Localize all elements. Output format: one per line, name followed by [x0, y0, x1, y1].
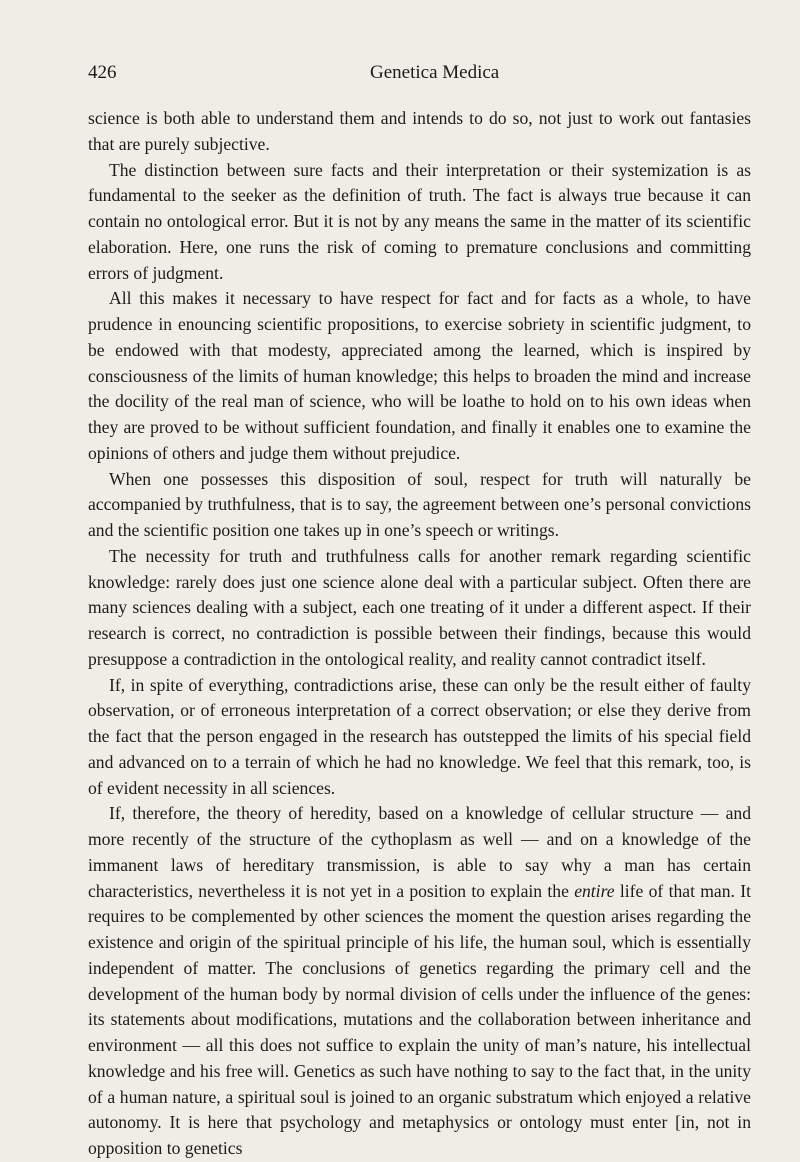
- paragraph: When one possesses this disposition of soul, respect for truth will naturally be accompanied by truthfulness, that is to say, the agreement between one’s personal convictions and the scientific position one takes up in one’s speech or writings.: [88, 468, 751, 540]
- paragraph-text-after-emphasis: life of that man. It requires to be complemented by other sciences the moment the question arises regarding the existence and origin of the spiritual principle of his life, the human soul, which is essentially independent of matter. The conclusions of genetics regarding the primary cell and the development of the human body by normal division of cells under the influence of the genes: its statements about modifications, mutations and the collaboration between inheritance and environment — all this does not suffice to explain the unity of man’s nature, his intellectual knowledge and his free will. Genetics as such have nothing to say to the fact that, in the unity of a human nature, a spiritual soul is joined to an organic substratum which enjoyed a relative autonomy. It is here that psychology and metaphysics or ontology must enter [in, not in opposition to genetics: [88, 880, 751, 1158]
- page-number: 426: [88, 62, 117, 83]
- emphasis-word: entire: [574, 880, 615, 901]
- page-header: [88, 58, 712, 88]
- paragraph: [88, 801, 751, 1162]
- body-text: [88, 106, 751, 1162]
- paragraph: science is both able to understand them and intends to do so, not just to work out fantasies that are purely subjective.: [88, 108, 751, 154]
- paragraph-text-before-emphasis: If, therefore, the theory of heredity, based on a knowledge of cellular structure — and more recently of the structure of the cythoplasm as well — and on a knowledge of the immanent laws of hereditary transmission, is able to say why a man has certain characteristics, nevertheless it is not yet in a position to explain the: [88, 803, 751, 901]
- paragraph: The necessity for truth and truthfulness calls for another remark regarding scientific knowledge: rarely does just one science alone deal with a particular subject. Often there are many sciences dealing with a subject, each one treating of it under a different aspect. If their research is correct, no contradiction is possible between their findings, because this would presuppose a contradiction in the ontological reality, and reality cannot contradict itself.: [88, 545, 751, 669]
- paragraph: If, in spite of everything, contradictions arise, these can only be the result either of faulty observation, or of erroneous interpretation of a correct observation; or else they derive from the fact that the person engaged in the research has outstepped the limits of his special field and advanced on to a terrain of which he had no knowledge. We feel that this remark, too, is of evident necessity in all sciences.: [88, 674, 751, 798]
- paragraph: All this makes it necessary to have respect for fact and for facts as a whole, to have prudence in enouncing scientific propositions, to exercise sobriety in scientific judgment, to be endowed with that modesty, appreciated among the learned, which is inspired by consciousness of the limits of human knowledge; this helps to broaden the mind and increase the docility of the real man of science, who will be loathe to hold on to his own ideas when they are proved to be without sufficient foundation, and finally it enables one to examine the opinions of others and judge them without prejudice.: [88, 288, 751, 463]
- running-title: Genetica Medica: [370, 62, 500, 83]
- paragraph: The distinction between sure facts and their interpretation or their systemization is as fundamental to the seeker as the definition of truth. The fact is always true because it can contain no ontological error. But it is not by any means the same in the matter of its scientific elaboration. Here, one runs the risk of coming to premature conclusions and committing errors of judgment.: [88, 159, 751, 283]
